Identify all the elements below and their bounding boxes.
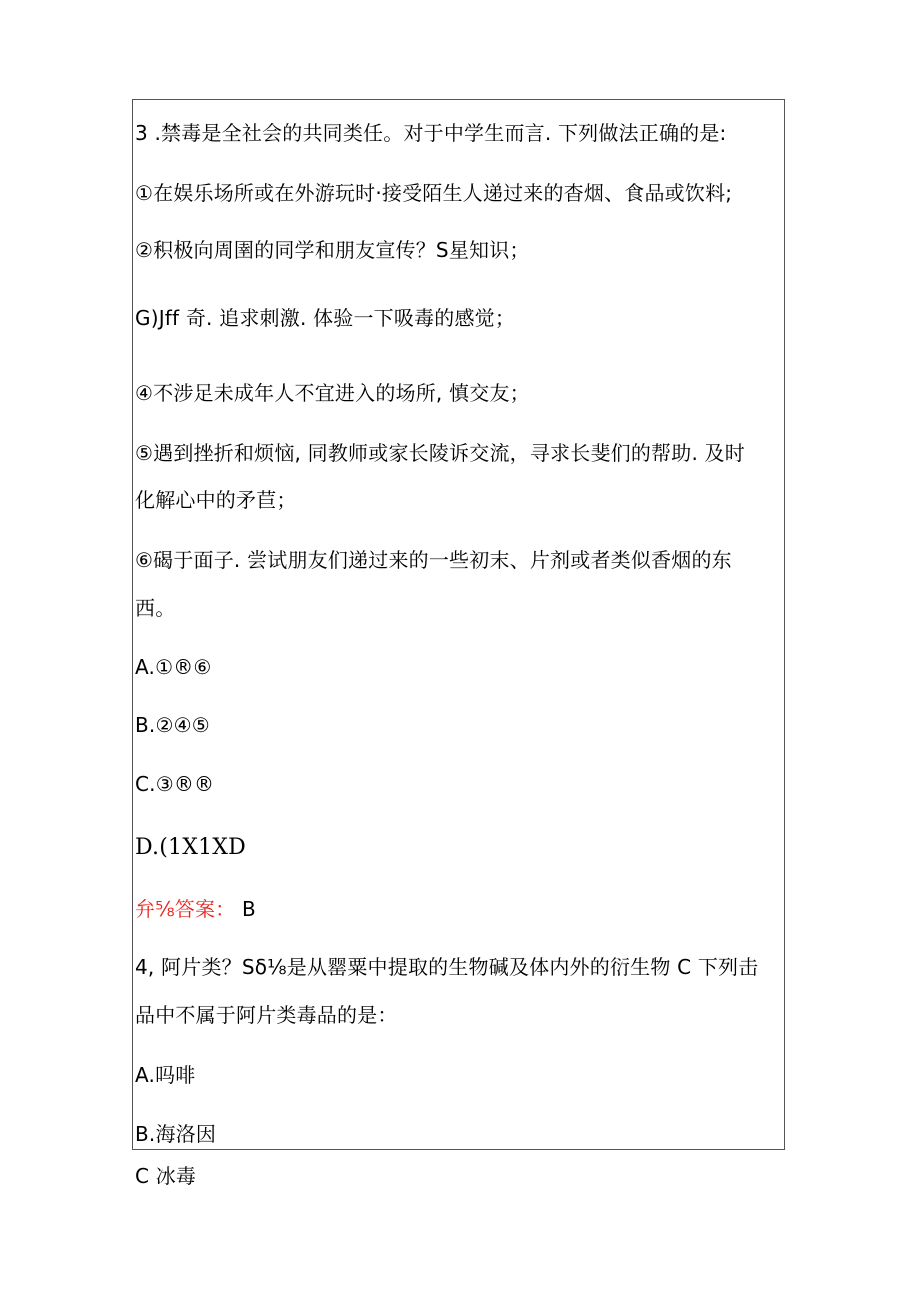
q4-stem-line1: 4, 阿片类？Sδ⅛是从罂粟中提取的生物碱及体内外的衍生物 C 下列击 (135, 955, 759, 979)
q3-item-5: ⑤遇到挫折和烦恼, 同教师或家长陵诉交流，寻求长斐们的帮助. 及时 (135, 441, 745, 465)
q3-item-6: ⑥碣于面子. 尝试朋友们递过来的一些初末、片剂或者类似香烟的东 (135, 548, 732, 572)
q3-item-6-cont: 西。 (135, 596, 176, 620)
q3-item-2: ②积极向周圉的同学和朋友宣传？S星知识； (135, 238, 530, 262)
q4-option-b: B.海洛因 (135, 1122, 217, 1146)
q3-item-5-cont: 化解心中的矛苣； (135, 488, 297, 512)
q4-option-c: C 冰毒 (135, 1164, 197, 1188)
q3-answer (135, 897, 256, 921)
answer-label: 弁⅝答案： (135, 897, 236, 921)
q3-item-3: G)Jff 奇. 追求刺激. 体验一下吸毒的感觉； (135, 306, 516, 330)
answer-value: B (241, 897, 256, 921)
q3-item-1: ①在娱乐场所或在外游玩时·接受陌生人递过来的杳烟、食品或饮料; (135, 181, 733, 205)
q4-option-a: A.吗啡 (135, 1063, 196, 1087)
q3-option-b: B.②④⑤ (135, 713, 210, 737)
q3-option-a: A.①®⑥ (135, 655, 212, 679)
q3-option-c: C.③®® (135, 772, 215, 796)
q4-stem-line2: 品中不属于阿片类毒品的是： (135, 1003, 398, 1027)
q3-item-4: ④不涉足未成年人不宜进入的场所, 慎交友； (135, 381, 530, 405)
q3-option-d: D.(1X1XD (135, 835, 246, 860)
q3-stem: 3 .禁毒是全社会的共同类任。对于中学生而言. 下列做法正确的是: (135, 121, 727, 145)
